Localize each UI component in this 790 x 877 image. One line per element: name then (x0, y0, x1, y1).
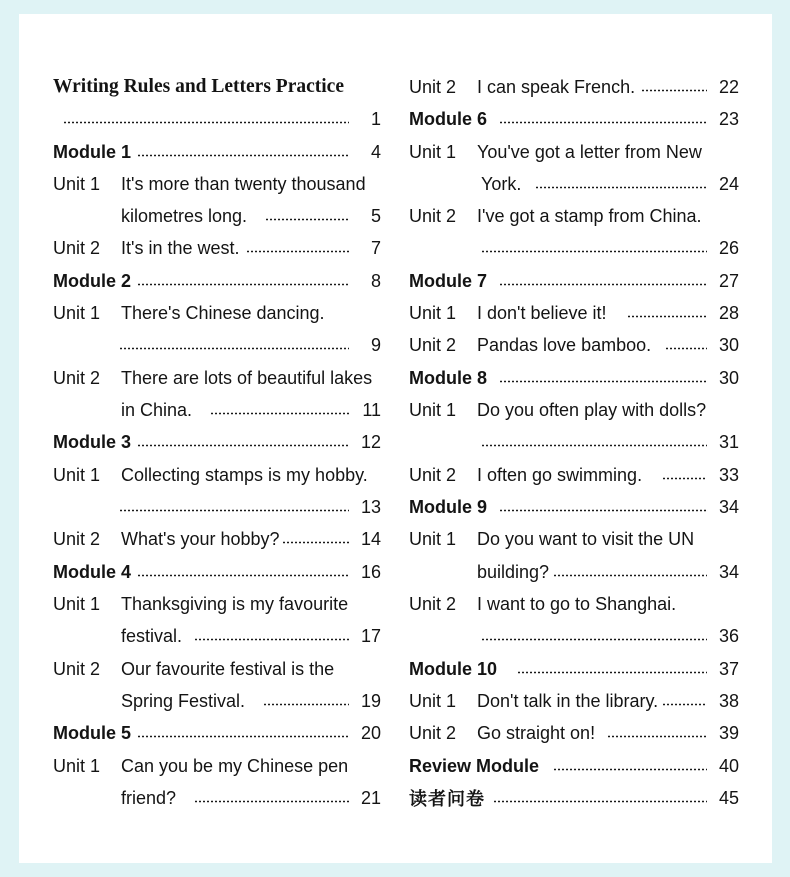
unit-title: What's your hobby? (121, 528, 280, 549)
toc-unit-row[interactable] (53, 588, 381, 620)
unit-title-cont: festival. (121, 625, 183, 646)
toc-unit-row[interactable] (409, 394, 739, 426)
toc-unit-row-cont[interactable] (409, 426, 739, 458)
toc-module-4[interactable] (53, 556, 381, 588)
toc-module-5[interactable] (53, 717, 381, 749)
unit-title: I can speak French. (477, 76, 636, 97)
unit-label: Unit 2 (409, 334, 457, 355)
unit-title-cont: in China. (121, 399, 193, 420)
page-number: 19 (360, 690, 381, 711)
unit-label: Unit 1 (53, 464, 101, 485)
page-number: 36 (718, 625, 739, 646)
leader-dots (493, 800, 707, 803)
toc-unit-row-cont[interactable] (53, 685, 381, 717)
toc-module-10[interactable] (409, 653, 739, 685)
page-number: 17 (360, 625, 381, 646)
page-number: 34 (718, 496, 739, 517)
page-number: 23 (718, 108, 739, 129)
unit-title: You've got a letter from New (477, 141, 702, 162)
unit-label: Unit 1 (409, 528, 457, 549)
page-number: 9 (370, 334, 381, 355)
page-number: 11 (362, 399, 381, 420)
leader-dots (662, 703, 707, 706)
toc-unit-row[interactable] (53, 523, 381, 555)
toc-unit-row[interactable] (409, 523, 739, 555)
page-number: 16 (360, 561, 381, 582)
toc-unit-row[interactable] (409, 71, 739, 103)
unit-label: Unit 1 (53, 593, 101, 614)
module-label: Module 2 (53, 270, 132, 291)
unit-title-cont: York. (481, 173, 522, 194)
module-label: Module 5 (53, 722, 132, 743)
page-number: 20 (360, 722, 381, 743)
page-number: 33 (718, 464, 739, 485)
unit-label: Unit 2 (53, 367, 101, 388)
toc-review-module[interactable] (409, 750, 739, 782)
leader-dots (137, 154, 349, 157)
page-number: 30 (718, 334, 739, 355)
module-label: Module 7 (409, 270, 488, 291)
unit-label: Unit 1 (53, 302, 101, 323)
page-number: 5 (370, 205, 381, 226)
unit-label: Unit 2 (409, 722, 457, 743)
module-label: Module 3 (53, 431, 132, 452)
page-number: 28 (718, 302, 739, 323)
leader-dots (119, 347, 349, 350)
page-number: 12 (360, 431, 381, 452)
page-number: 4 (370, 141, 381, 162)
section-title: Writing Rules and Letters Practice (53, 76, 344, 97)
unit-title: Our favourite festival is the (121, 658, 335, 679)
page-number: 40 (718, 755, 739, 776)
toc-unit-row[interactable] (53, 362, 381, 394)
unit-title-cont: Spring Festival. (121, 690, 246, 711)
unit-title: There's Chinese dancing. (121, 302, 325, 323)
page-number: 26 (718, 237, 739, 258)
leader-dots (499, 283, 707, 286)
leader-dots (265, 218, 349, 221)
toc-unit-row[interactable] (53, 750, 381, 782)
unit-title: Thanksgiving is my favourite (121, 593, 349, 614)
unit-title-cont: building? (477, 561, 550, 582)
toc-module-7[interactable] (409, 265, 739, 297)
page-number: 7 (370, 237, 381, 258)
leader-dots (282, 541, 349, 544)
leader-dots (607, 735, 707, 738)
leader-dots (194, 638, 349, 641)
toc-unit-row-cont[interactable] (409, 232, 739, 264)
toc-unit-row[interactable] (53, 297, 381, 329)
unit-label: Unit 2 (53, 237, 101, 258)
page-number: 30 (718, 367, 739, 388)
leader-dots (499, 509, 707, 512)
leader-dots (210, 412, 349, 415)
leader-dots (641, 89, 707, 92)
page-number: 27 (718, 270, 739, 291)
unit-title: It's more than twenty thousand (121, 173, 366, 194)
leader-dots (662, 477, 707, 480)
unit-label: Unit 2 (409, 593, 457, 614)
page-number: 8 (370, 270, 381, 291)
unit-label: Unit 1 (409, 690, 457, 711)
toc-unit-row[interactable] (409, 329, 739, 361)
leader-dots (499, 380, 707, 383)
unit-title: Go straight on! (477, 722, 596, 743)
page-number: 31 (718, 431, 739, 452)
unit-label: Unit 1 (53, 755, 101, 776)
module-label: Module 10 (409, 658, 498, 679)
toc-module-8[interactable] (409, 362, 739, 394)
unit-title: I've got a stamp from China. (477, 205, 702, 226)
toc-unit-row[interactable] (409, 297, 739, 329)
toc-unit-row[interactable] (53, 232, 381, 264)
module-label: Module 6 (409, 108, 488, 129)
unit-title: Pandas love bamboo. (477, 334, 652, 355)
toc-module-3[interactable] (53, 426, 381, 458)
toc-module-2[interactable] (53, 265, 381, 297)
unit-title: It's in the west. (121, 237, 240, 258)
toc-unit-row[interactable] (409, 200, 739, 232)
module-label: Review Module (409, 755, 540, 776)
toc-unit-row-cont[interactable] (409, 556, 739, 588)
leader-dots (63, 121, 349, 124)
unit-title: Do you often play with dolls? (477, 399, 707, 420)
toc-unit-row[interactable] (409, 717, 739, 749)
leader-dots (553, 768, 707, 771)
leader-dots (665, 347, 707, 350)
module-label: Module 4 (53, 561, 132, 582)
toc-unit-row-cont[interactable] (53, 200, 381, 232)
toc-unit-row[interactable] (409, 459, 739, 491)
toc-reader-survey[interactable] (409, 782, 739, 814)
toc-unit-row-cont[interactable] (409, 620, 739, 652)
leader-dots (481, 638, 707, 641)
unit-label: Unit 2 (409, 76, 457, 97)
page-number: 1 (370, 108, 381, 129)
toc-unit-row[interactable] (53, 653, 381, 685)
unit-label: Unit 1 (409, 399, 457, 420)
unit-label: Unit 1 (409, 141, 457, 162)
leader-dots (119, 509, 349, 512)
toc-unit-row-cont[interactable] (53, 491, 381, 523)
unit-title: Don't talk in the library. (477, 690, 659, 711)
toc-module-1[interactable] (53, 136, 381, 168)
page-number: 34 (718, 561, 739, 582)
page-number: 22 (718, 76, 739, 97)
page-number: 45 (718, 787, 739, 808)
unit-label: Unit 2 (409, 205, 457, 226)
leader-dots (137, 444, 349, 447)
toc-module-6[interactable] (409, 103, 739, 135)
leader-dots (553, 574, 707, 577)
unit-title: Do you want to visit the UN (477, 528, 695, 549)
unit-label: Unit 2 (409, 464, 457, 485)
toc-unit-row-cont[interactable] (53, 329, 381, 361)
leader-dots (499, 121, 707, 124)
unit-label: Unit 1 (409, 302, 457, 323)
unit-title: Can you be my Chinese pen (121, 755, 349, 776)
module-label: Module 9 (409, 496, 488, 517)
page-number: 24 (718, 173, 739, 194)
page-number: 21 (360, 787, 381, 808)
toc-unit-row[interactable] (53, 459, 381, 491)
survey-label: 读者问卷 (409, 789, 485, 810)
unit-title: I often go swimming. (477, 464, 643, 485)
toc-unit-row-cont[interactable] (53, 782, 381, 814)
toc-title-row[interactable] (53, 71, 381, 103)
toc-unit-row[interactable] (409, 588, 739, 620)
leader-dots (194, 800, 349, 803)
page-number: 37 (718, 658, 739, 679)
leader-dots (137, 283, 349, 286)
unit-title: Collecting stamps is my hobby. (121, 464, 368, 485)
unit-title: I don't believe it! (477, 302, 607, 323)
page-number: 14 (360, 528, 381, 549)
toc-unit-row[interactable] (409, 136, 739, 168)
leader-dots (481, 250, 707, 253)
page-number: 39 (718, 722, 739, 743)
toc-unit-row-cont[interactable] (409, 168, 739, 200)
leader-dots (627, 315, 707, 318)
unit-title: There are lots of beautiful lakes (121, 367, 373, 388)
leader-dots (263, 703, 349, 706)
leader-dots (246, 250, 350, 253)
toc-unit-row[interactable] (53, 168, 381, 200)
unit-title: I want to go to Shanghai. (477, 593, 677, 614)
unit-title-cont: friend? (121, 787, 177, 808)
leader-dots (481, 444, 707, 447)
leader-dots (535, 186, 707, 189)
leader-dots (517, 671, 707, 674)
unit-label: Unit 2 (53, 658, 101, 679)
module-label: Module 8 (409, 367, 488, 388)
toc-unit-row-cont[interactable] (53, 620, 381, 652)
toc-unit-row[interactable] (409, 685, 739, 717)
leader-dots (137, 735, 349, 738)
page-number: 13 (360, 496, 381, 517)
table-of-contents-page (19, 14, 772, 863)
unit-label: Unit 2 (53, 528, 101, 549)
page-number: 38 (718, 690, 739, 711)
toc-module-9[interactable] (409, 491, 739, 523)
toc-unit-row-cont[interactable] (53, 394, 381, 426)
leader-dots (137, 574, 349, 577)
unit-label: Unit 1 (53, 173, 101, 194)
module-label: Module 1 (53, 141, 132, 162)
toc-title-page-row[interactable] (53, 103, 381, 135)
unit-title-cont: kilometres long. (121, 205, 248, 226)
